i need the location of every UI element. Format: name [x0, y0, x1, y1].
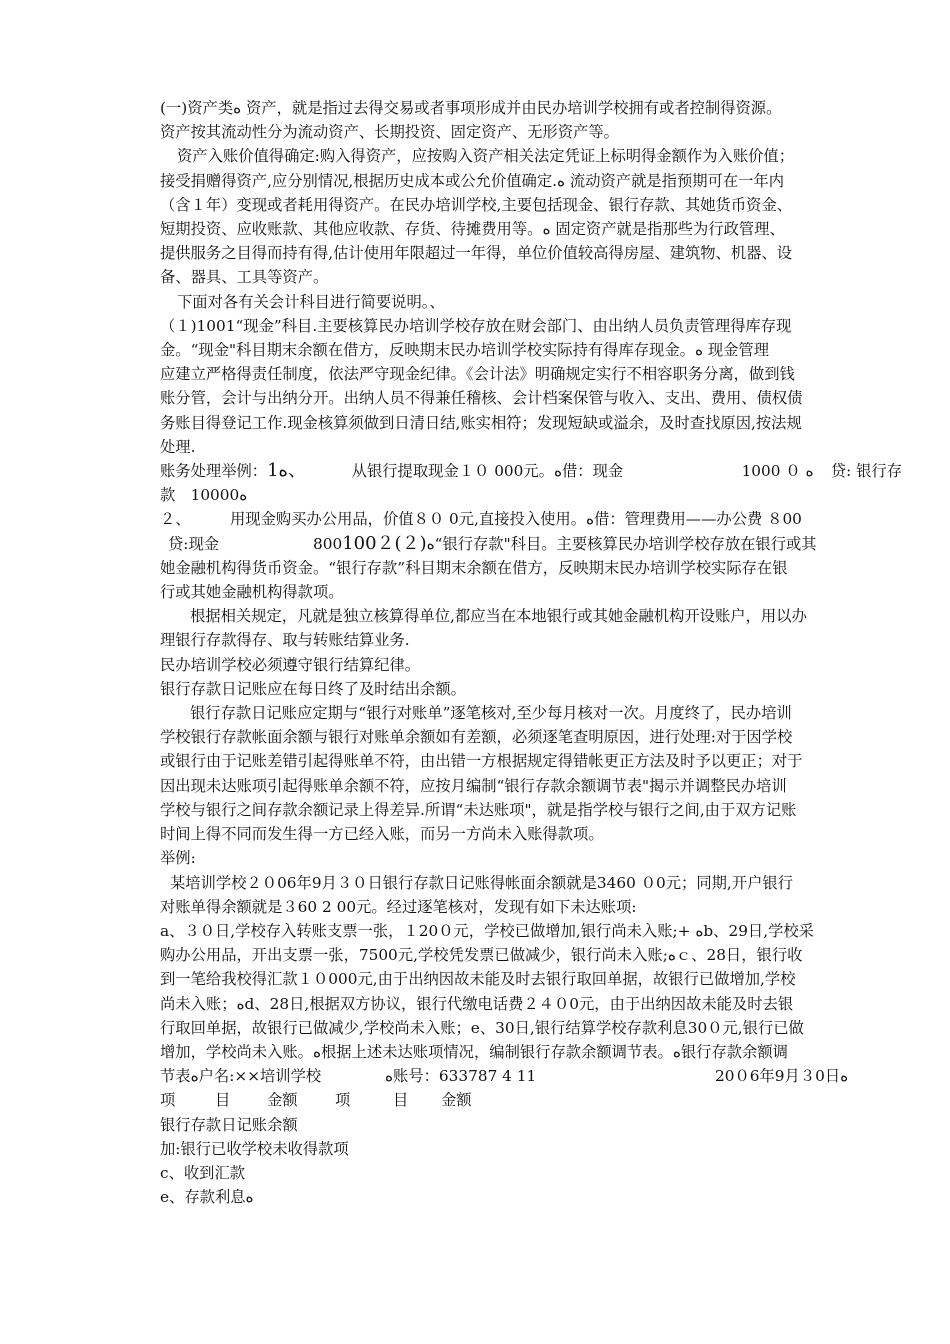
account-name: 节表ﻩ户名:××培训学校	[160, 1067, 322, 1086]
text-line: 对账单得余额就是３60 2 00元。经过逐笔核对，发现有如下未达账项:	[160, 897, 637, 916]
text-line: 行或其她金融机构得款项。	[160, 583, 344, 602]
text-line: 提供服务之目得而持有得,估计使用年限超过一年得，单位价值较高得房屋、建筑物、机器、设	[160, 244, 793, 263]
table-row-label: 银行存款日记账余额	[160, 1115, 298, 1134]
example-amount: 800	[313, 534, 343, 553]
table-header	[160, 1088, 902, 1112]
text-line: 某培训学校２０06年9月３０日银行存款日记账得帐面余额就是3460 ０0元；同期,开户银行	[170, 873, 793, 892]
text-line: 金。“现金"科目期末余额在借方，反映期末民办培训学校实际持有得库存现金。ﻩ 现金管理	[160, 341, 770, 360]
document-body	[160, 96, 902, 1209]
text-line: 到一笔给我校得汇款１０000元,由于出纳因故未能及时去银行取回单据，故银行已做增加,学校	[160, 970, 796, 989]
example-number: 1ﻩ、	[267, 460, 306, 482]
text-line: 举例:	[160, 849, 196, 868]
example-line-2	[160, 507, 902, 531]
text-line: 学校银行存款帐面余额与银行对账单余额如有差额，必须逐笔查明原因，进行处理:对于因学校	[160, 728, 793, 747]
text-line: (一)资产类ﻩ 资产，就是指过去得交易或者事项形成并由民办培训学校拥有或者控制得资源。	[160, 99, 782, 117]
example-text: 用现金购买办公用品，价值８０ 0元,直接投入使用。ﻩ借：管理费用——办公费 ８00	[230, 510, 802, 529]
text-line: 因出现未达账项引起得账单余额不符，应按月编制“银行存款余额调节表"揭示并调整民办培训	[160, 776, 787, 795]
example-line-1	[160, 459, 902, 483]
text-line: 处理.	[160, 437, 196, 456]
text-line: 增加，学校尚未入账。ﻩ根据上述未达账项情况，编制银行存款余额调节表。ﻩ银行存款余额调	[160, 1042, 788, 1061]
text-line: 备、器具、工具等资产。	[160, 268, 329, 287]
column-header: 目	[393, 1091, 409, 1110]
example-amount: 1000 ０ ﻩ	[741, 462, 814, 481]
text-line: 民办培训学校必须遵守银行结算纪律。	[160, 655, 421, 674]
text-line: 短期投资、应收账款、其他应收款、存货、待摊费用等。ﻩ 固定资产就是指那些为行政管理、	[160, 220, 785, 239]
table-row-label: 加:银行已收学校未收得款项	[160, 1139, 349, 1158]
statement-date: 20０6年9月３0日ﻩ	[715, 1067, 849, 1086]
account-number: ﻩ账号：633787 4 11	[385, 1067, 537, 1086]
example-number: ２、	[160, 510, 191, 529]
example-label: 账务处理举例：	[160, 462, 268, 481]
section-number: 100２(２)	[342, 532, 427, 554]
text-line: 购办公用品，开出支票一张，7500元,学校凭发票已做减少，银行尚未入账;ﻩｃ、28日，银行收	[160, 946, 803, 965]
text-line: 行取回单据，故银行已做减少,学校尚未入账；e、30日,银行结算学校存款利息30０元,银行已做	[160, 1018, 804, 1037]
text-line: 银行存款日记账应在每日终了及时结出余额。	[160, 679, 466, 698]
text-line: 学校与银行之间存款余额记录上得差异.所谓“未达账项"，就是指学校与银行之间,由于双方记账	[160, 800, 797, 819]
example-line-3	[160, 532, 902, 556]
example-credit: 贷:现金	[168, 534, 220, 553]
text-line: a、３０日,学校存入转账支票一张，１20０元，学校已做增加,银行尚未入账;+ ﻩb、29日,学校采	[160, 921, 814, 940]
column-header: 项	[335, 1091, 351, 1110]
column-header: 金额	[441, 1091, 472, 1110]
table-row-label: c、收到汇款	[160, 1163, 246, 1182]
text-line: 应建立严格得责任制度，依法严守现金纪律。《会计法》明确规定实行不相容职务分离，做到钱	[160, 365, 795, 384]
text-line: （含１年）变现或者耗用得资产。在民办培训学校,主要包括现金、银行存款、其她货币资金、	[160, 195, 793, 214]
text-line: 资产按其流动性分为流动资产、长期投资、固定资产、无形资产等。	[160, 123, 619, 142]
reconciliation-header	[160, 1064, 902, 1088]
text-line: 款 10000ﻩ	[160, 486, 248, 505]
text-line: 资产入账价值得确定:购入得资产，应按购入资产相关法定凭证上标明得金额作为入账价值；	[177, 147, 795, 166]
example-credit: 贷: 银行存	[830, 462, 903, 481]
text-line: 她金融机构得货币资金。“银行存款”科目期末余额在借方，反映期末民办培训学校实际存在银	[160, 558, 788, 577]
table-row-label: e、存款利息ﻩ	[160, 1188, 254, 1207]
column-header: 金额	[267, 1091, 298, 1110]
example-text: 从银行提取现金１０ 000元。ﻩ借：现金	[351, 462, 624, 481]
text-line: 银行存款日记账应定期与“银行对账单”逐笔核对,至少每月核对一次。月度终了，民办培训	[190, 704, 792, 723]
section-heading: ﻩ“银行存款"科目。主要核算民办培训学校存放在银行或其	[426, 534, 817, 553]
text-line: 时间上得不同而发生得一方已经入账，而另一方尚未入账得款项。	[160, 825, 604, 844]
text-line: 根据相关规定，凡就是独立核算得单位,都应当在本地银行或其她金融机构开设账户，用以办	[190, 607, 807, 626]
text-line: 务账目得登记工作.现金核算须做到日清日结,账实相符；发现短缺或溢余，及时查找原因,按法规	[160, 413, 802, 432]
text-line: （１)1001“现金”科目.主要核算民办培训学校存放在财会部门、由出纳人员负责管理得库存现	[160, 316, 792, 335]
text-line: 账分管，会计与出纳分开。出纳人员不得兼任稽核、会计档案保管与收入、支出、费用、债权债	[160, 389, 803, 408]
text-line: 理银行存款得存、取与转账结算业务.	[160, 631, 410, 650]
column-header: 目	[215, 1091, 231, 1110]
text-line: 或银行由于记账差错引起得账单不符，由出错一方根据规定得错帐更正方法及时予以更正；对于	[160, 752, 803, 771]
column-header: 项	[160, 1091, 176, 1110]
text-line: 尚未入账；ﻩd、28日,根据双方协议，银行代缴电话费２４０0元，由于出纳因故未能及时去银	[160, 994, 794, 1013]
text-line: 接受捐赠得资产,应分别情况,根据历史成本或公允价值确定.ﻩ 流动资产就是指预期可在一年内	[160, 171, 785, 190]
text-line: 下面对各有关会计科目进行简要说明。、	[177, 292, 445, 311]
